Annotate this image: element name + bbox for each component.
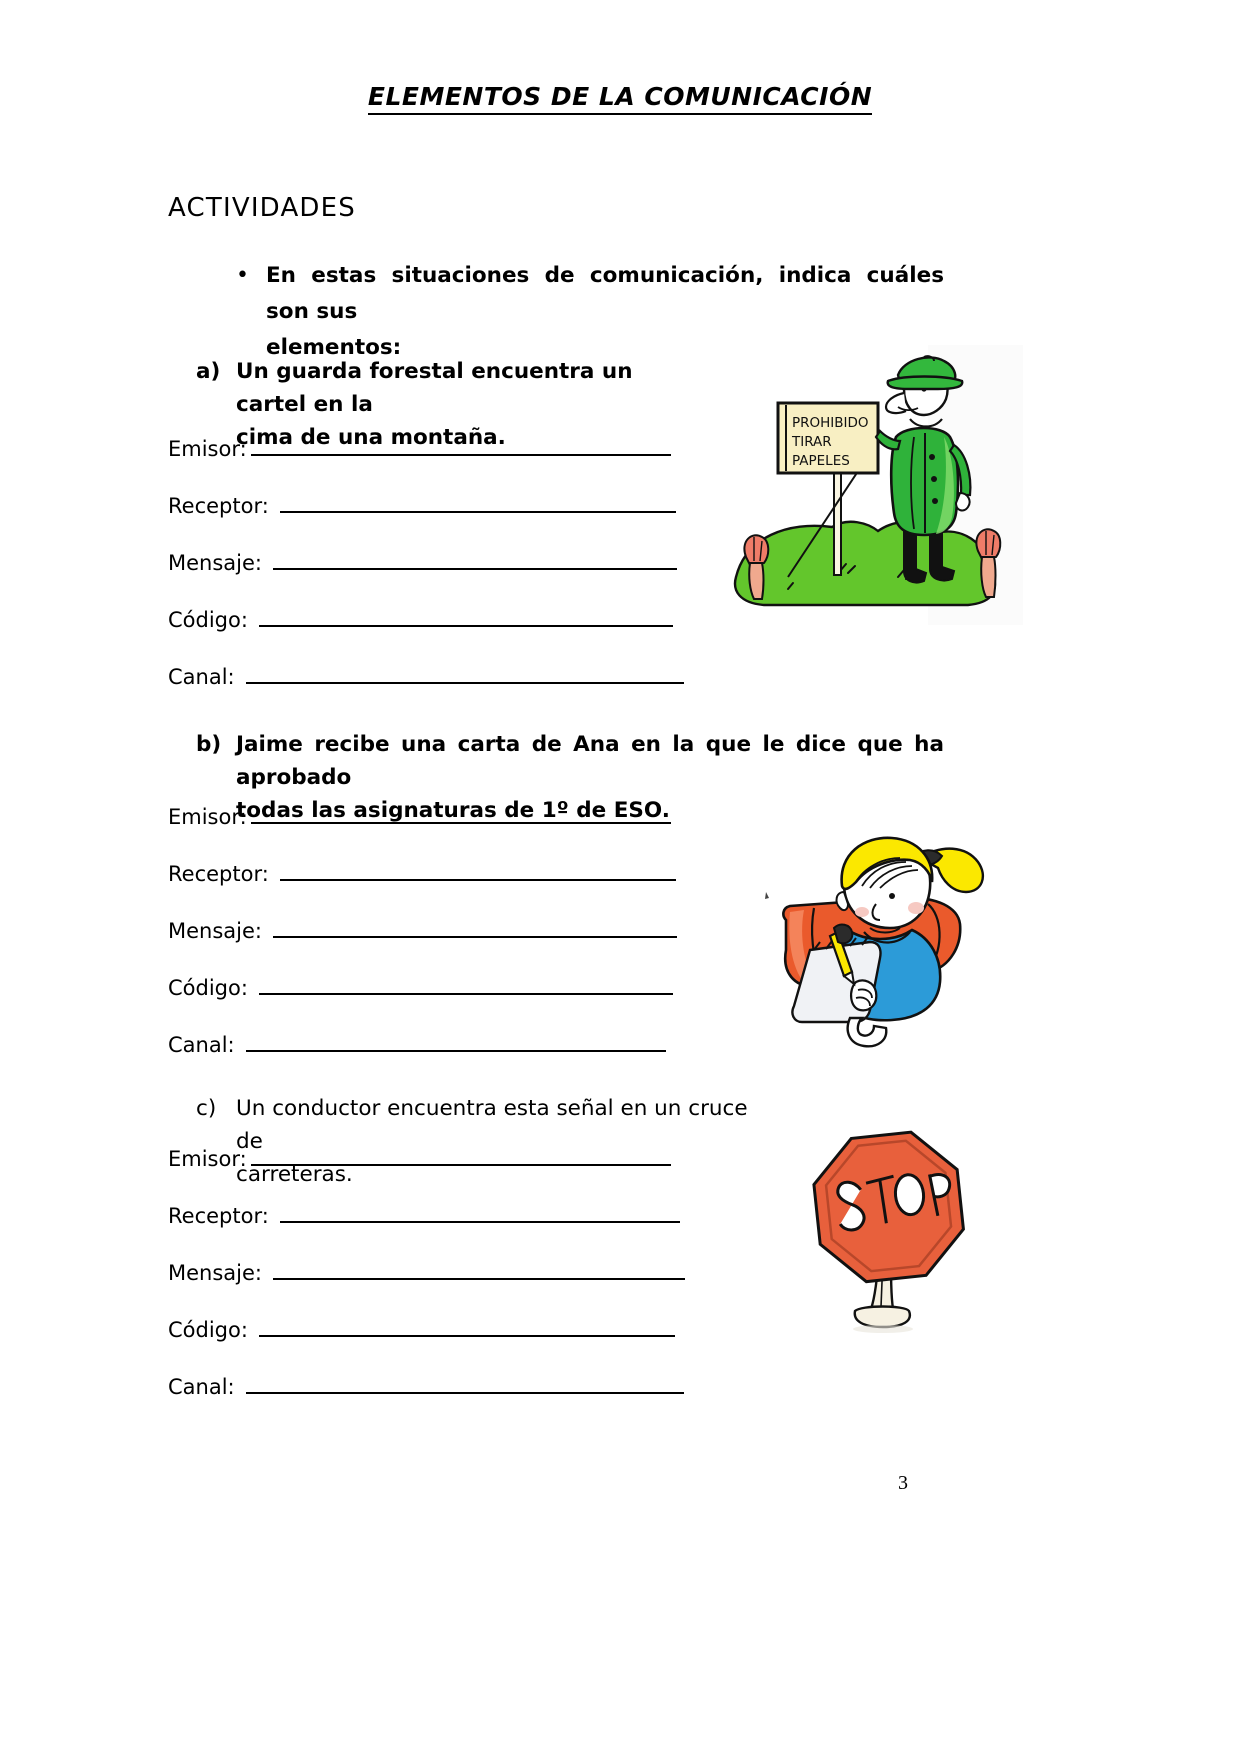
field-row-mensaje-b: [168, 919, 688, 976]
field-row-receptor-a: [168, 494, 688, 551]
field-blank-codigo-c[interactable]: [259, 1318, 675, 1337]
field-row-canal-c: [168, 1375, 688, 1432]
field-label-mensaje-b: Mensaje:: [168, 919, 262, 943]
field-label-receptor-c: Receptor:: [168, 1204, 269, 1228]
field-blank-mensaje-a[interactable]: [273, 551, 677, 570]
field-row-codigo-a: [168, 608, 688, 665]
field-label-mensaje-c: Mensaje:: [168, 1261, 262, 1285]
sign-text-line-1: PROHIBIDO: [792, 415, 869, 431]
answer-fields-c: [168, 1147, 688, 1432]
activity-item-b-line-1: Jaime recibe una carta de Ana en la que le dice que ha aprobado: [236, 732, 944, 790]
field-blank-receptor-c[interactable]: [280, 1204, 680, 1223]
field-blank-canal-c[interactable]: [246, 1375, 684, 1394]
page-title: [0, 82, 1240, 111]
section-heading-actividades: ACTIVIDADES: [168, 193, 356, 223]
activity-item-b-line-2: todas las asignaturas de 1º de ESO.: [236, 798, 670, 823]
page-title-text: ELEMENTOS DE LA COMUNICACIÓN: [368, 82, 872, 115]
field-blank-canal-a[interactable]: [246, 665, 684, 684]
activity-item-a-marker: a): [196, 359, 221, 384]
activity-item-c-line-1: Un conductor encuentra esta señal en un cruce de: [236, 1096, 748, 1154]
bullet-icon: •: [236, 263, 249, 288]
answer-fields-b: [168, 805, 688, 1090]
field-row-receptor-c: [168, 1204, 688, 1261]
field-label-receptor-a: Receptor:: [168, 494, 269, 518]
activity-item-a-line-2: cima de una montaña.: [236, 425, 506, 450]
field-label-mensaje-a: Mensaje:: [168, 551, 262, 575]
field-blank-emisor-c[interactable]: [251, 1147, 671, 1166]
answer-fields-a: [168, 437, 688, 722]
field-label-canal-b: Canal:: [168, 1033, 235, 1057]
field-row-emisor-b: [168, 805, 688, 862]
illustration-stop-sign: [795, 1125, 985, 1340]
activity-item-c-line-2: carreteras.: [236, 1162, 353, 1187]
activity-item-c-marker: c): [196, 1096, 217, 1121]
field-blank-mensaje-c[interactable]: [273, 1261, 685, 1280]
activity-item-a-line-1: Un guarda forestal encuentra un cartel en la: [236, 359, 633, 417]
field-row-codigo-c: [168, 1318, 688, 1375]
field-blank-canal-b[interactable]: [246, 1033, 666, 1052]
activity-item-b-marker: b): [196, 732, 222, 757]
sign-text-line-2: TIRAR: [792, 434, 832, 450]
field-label-emisor-a: Emisor:: [168, 437, 247, 461]
field-label-canal-a: Canal:: [168, 665, 235, 689]
field-row-emisor-a: [168, 437, 688, 494]
instruction-line-2: elementos:: [266, 335, 402, 360]
field-row-canal-a: [168, 665, 688, 722]
field-label-codigo-b: Código:: [168, 976, 248, 1000]
field-blank-codigo-a[interactable]: [259, 608, 673, 627]
field-blank-receptor-b[interactable]: [280, 862, 676, 881]
field-blank-emisor-b[interactable]: [251, 805, 671, 824]
field-label-emisor-c: Emisor:: [168, 1147, 247, 1171]
field-blank-receptor-a[interactable]: [280, 494, 676, 513]
field-row-canal-b: [168, 1033, 688, 1090]
field-label-emisor-b: Emisor:: [168, 805, 247, 829]
field-label-codigo-c: Código:: [168, 1318, 248, 1342]
field-blank-mensaje-b[interactable]: [273, 919, 677, 938]
field-blank-codigo-b[interactable]: [259, 976, 673, 995]
field-row-receptor-b: [168, 862, 688, 919]
field-blank-emisor-a[interactable]: [251, 437, 671, 456]
field-row-codigo-b: [168, 976, 688, 1033]
sign-text-line-3: PAPELES: [792, 453, 850, 469]
field-row-emisor-c: [168, 1147, 688, 1204]
field-row-mensaje-a: [168, 551, 688, 608]
page-number: 3: [898, 1472, 908, 1494]
field-label-canal-c: Canal:: [168, 1375, 235, 1399]
illustration-girl-writing: [752, 800, 1008, 1060]
field-label-codigo-a: Código:: [168, 608, 248, 632]
field-label-receptor-b: Receptor:: [168, 862, 269, 886]
instruction-line-1: En estas situaciones de comunicación, indica cuáles son sus: [266, 263, 944, 324]
illustration-forest-ranger: [728, 345, 1023, 625]
field-row-mensaje-c: [168, 1261, 688, 1318]
